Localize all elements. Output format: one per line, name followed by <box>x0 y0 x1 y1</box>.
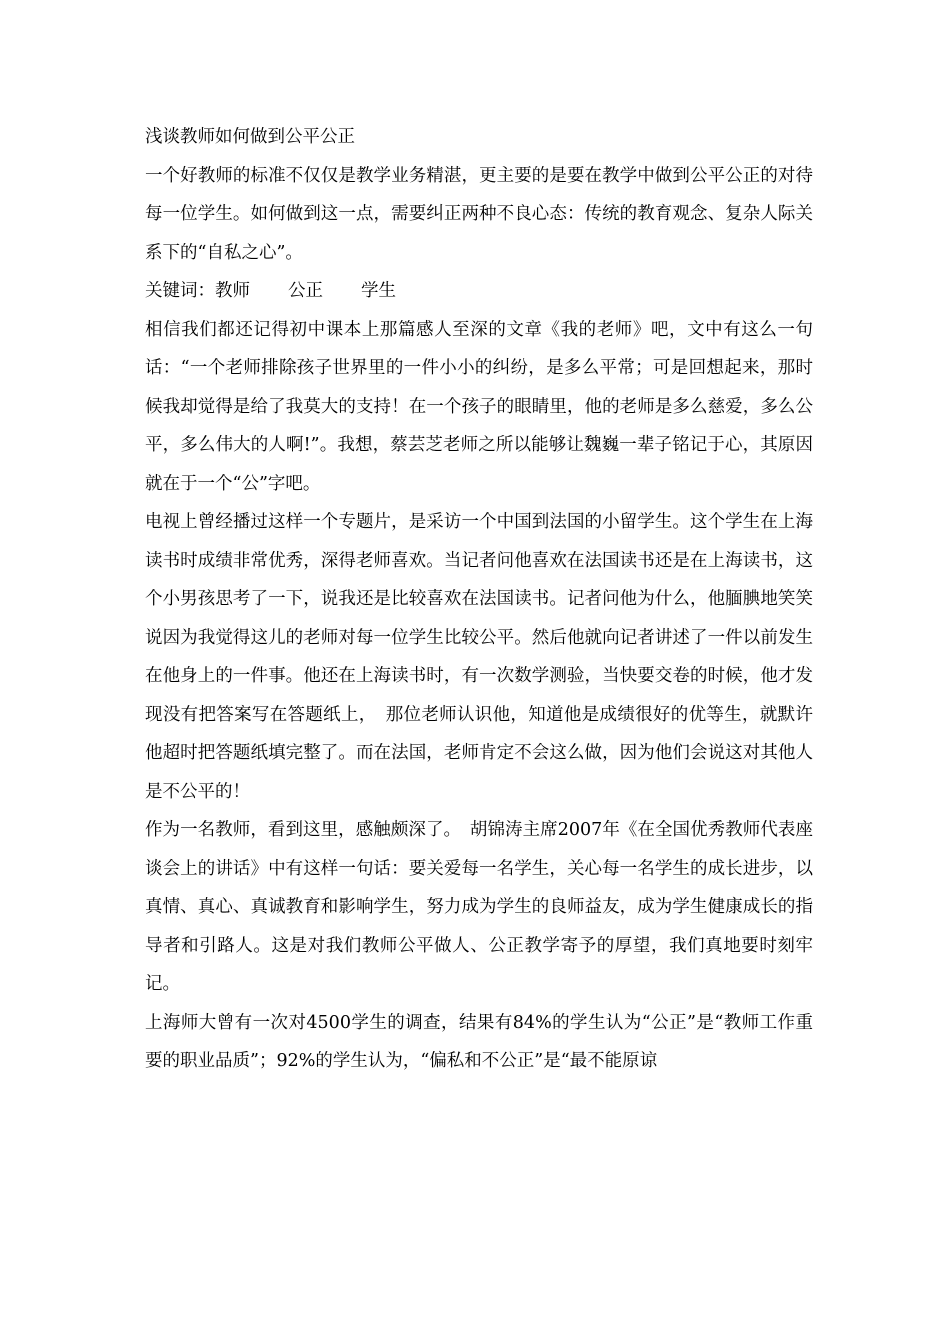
keywords-label: 关键词： <box>145 281 215 301</box>
abstract-paragraph: 一个好教师的标准不仅仅是教学业务精湛，更主要的是要在教学中做到公平公正的对待每一位学生。如何做到这一点，需要纠正两种不良心态：传统的教育观念、复杂人际关系下的“自私之心”。 <box>145 165 813 263</box>
keyword-item: 公正 <box>288 281 323 301</box>
document-title: 浅谈教师如何做到公平公正 <box>145 127 355 147</box>
body-paragraph: 相信我们都还记得初中课本上那篇感人至深的文章《我的老师》吧，文中有这么一句话：“一个老师排除孩子世界里的一件小小的纠纷，是多么平常；可是回想起来，那时候我却觉得是给了我莫大的支持！在一个孩子的眼睛里，他的老师是多么慈爱，多么公平，多么伟大的人啊!”。我想，蔡芸芝老师之所以能够让魏巍一辈子铭记于心，其原因就在于一个“公”字吧。 <box>145 319 813 494</box>
body-paragraph: 上海师大曾有一次对4500学生的调查，结果有84%的学生认为“公正”是“教师工作重要的职业品质”；92%的学生认为，“偏私和不公正”是“最不能原谅 <box>145 1012 813 1071</box>
keywords-line <box>145 272 813 311</box>
keyword-item: 教师 <box>215 281 250 301</box>
keyword-item: 学生 <box>361 281 396 301</box>
body-paragraph: 电视上曾经播过这样一个专题片，是采访一个中国到法国的小留学生。这个学生在上海读书时成绩非常优秀，深得老师喜欢。当记者问他喜欢在法国读书还是在上海读书，这个小男孩思考了一下，说我还是比较喜欢在法国读书。记者问他为什么，他腼腆地笑笑说因为我觉得这儿的老师对每一位学生比较公平。然后他就向记者讲述了一件以前发生在他身上的一件事。他还在上海读书时，有一次数学测验，当快要交卷的时候，他才发现没有把答案写在答题纸上， 那位老师认识他，知道他是成绩很好的优等生，就默许他超时把答题纸填完整了。而在法国，老师肯定不会这么做，因为他们会说这对其他人是不公平的！ <box>145 512 813 802</box>
body-paragraph: 作为一名教师，看到这里，感触颇深了。 胡锦涛主席2007年《在全国优秀教师代表座谈会上的讲话》中有这样一句话：要关爱每一名学生，关心每一名学生的成长进步，以真情、真心、真诚教育和影响学生，努力成为学生的良师益友，成为学生健康成长的指导者和引路人。这是对我们教师公平做人、公正教学寄予的厚望，我们真地要时刻牢记。 <box>145 820 813 994</box>
document-body <box>145 118 813 1081</box>
